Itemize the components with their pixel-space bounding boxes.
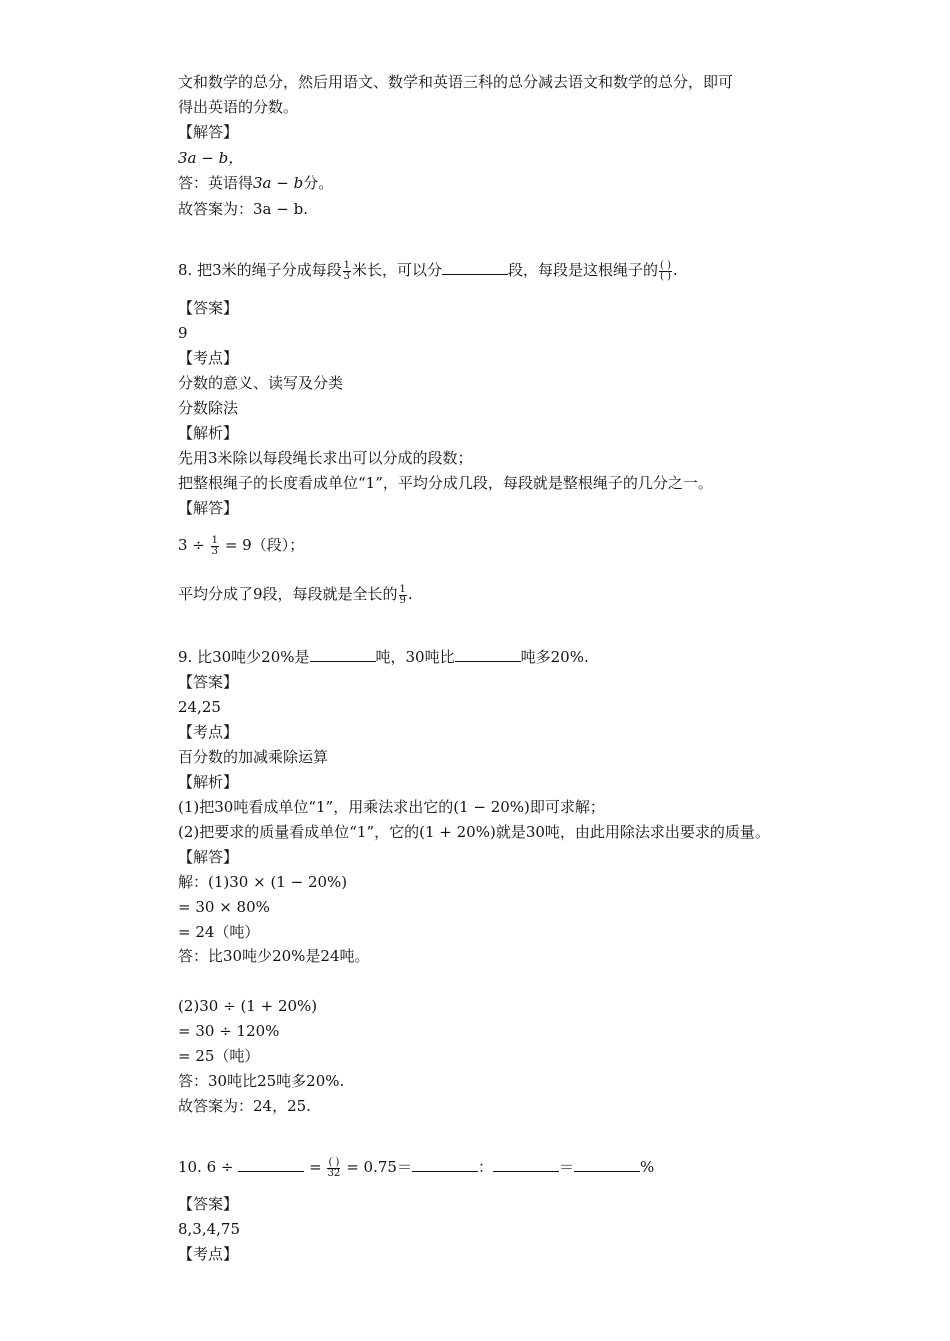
answer-blank[interactable] [442,260,508,275]
section-label-kaodian: 【考点】 [178,349,239,367]
solution-step: = 30 × 80% [178,898,270,916]
intro-line-1: 文和数学的总分，然后用语文、数学和英语三科的总分减去语文和数学的总分，即可 [178,73,734,91]
fraction: $\frac{( )}{32}$ [327,1156,341,1179]
section-label-answer: 【答案】 [178,673,239,691]
section-label-answer: 【答案】 [178,299,239,317]
section-label-jiexi: 【解析】 [178,773,239,791]
calc-line: 3 ÷ $\frac{1}{3}$ = 9（段）； [178,534,305,557]
jiexi-line: (1)把30吨看成单位“1”，用乘法求出它的(1 − 20%)即可求解； [178,798,605,816]
answer-blank[interactable] [238,1157,304,1172]
section-label-jieda: 【解答】 [178,123,239,141]
solution-step: = 24（吨） [178,923,260,941]
answer-statement: 答：英语得3a − b分。 [178,174,334,192]
answer-value: 8,3,4,75 [178,1220,241,1238]
conclusion-line: 平均分成了9段，每段就是全长的 $\frac{1}{9}$ . [178,583,413,606]
answer-blank[interactable] [493,1157,559,1172]
section-label-answer: 【答案】 [178,1195,239,1213]
question-10: 10. 6 ÷ = $\frac{( )}{32}$ = 0.75＝ ： ＝ % [178,1156,655,1179]
kaodian-item: 分数除法 [178,399,239,417]
question-8: 8. 把3米的绳子分成每段 $\frac{1}{3}$ 米长，可以分 段，每段是这根绳子的 $\frac{( )}{( )}$ . [178,259,678,282]
answer-blank[interactable] [455,647,521,662]
answer-value: 24,25 [178,698,221,716]
final-answer: 故答案为：3a − b. [178,200,308,218]
answer-statement: 答：比30吨少20%是24吨。 [178,947,370,965]
section-label-kaodian: 【考点】 [178,1245,239,1263]
jiexi-line: (2)把要求的质量看成单位“1”，它的(1 + 20%)就是30吨，由此用除法求出要求的质量。 [178,823,770,841]
final-answer: 故答案为：24，25. [178,1097,311,1115]
answer-blank[interactable] [412,1157,478,1172]
section-label-jieda: 【解答】 [178,499,239,517]
section-label-jieda: 【解答】 [178,848,239,866]
fraction: $\frac{1}{3}$ [211,534,219,557]
question-9: 9. 比30吨少20%是 吨，30吨比 吨多20%. [178,648,589,666]
solution-step: (2)30 ÷ (1 + 20%) [178,997,318,1015]
intro-line-2: 得出英语的分数。 [178,98,299,116]
section-label-jiexi: 【解析】 [178,424,239,442]
solution-step: = 30 ÷ 120% [178,1022,280,1040]
solution-step: 解：(1)30 × (1 − 20%) [178,873,348,891]
fraction: $\frac{1}{3}$ [343,259,350,282]
answer-blank[interactable] [310,647,376,662]
fraction: $\frac{1}{9}$ [399,583,406,606]
fraction: $\frac{( )}{( )}$ [660,259,672,282]
kaodian-item: 分数的意义、读写及分类 [178,374,344,392]
solution-step: = 25（吨） [178,1047,260,1065]
jiexi-line: 把整根绳子的长度看成单位“1”，平均分成几段，每段就是整根绳子的几分之一。 [178,474,713,492]
answer-statement: 答：30吨比25吨多20%. [178,1072,345,1090]
answer-value: 9 [178,324,188,342]
answer-blank[interactable] [574,1157,640,1172]
section-label-kaodian: 【考点】 [178,723,239,741]
solution-expression: 3a − b， [178,149,244,167]
jiexi-line: 先用3米除以每段绳长求出可以分成的段数； [178,449,473,467]
kaodian-item: 百分数的加减乘除运算 [178,748,329,766]
